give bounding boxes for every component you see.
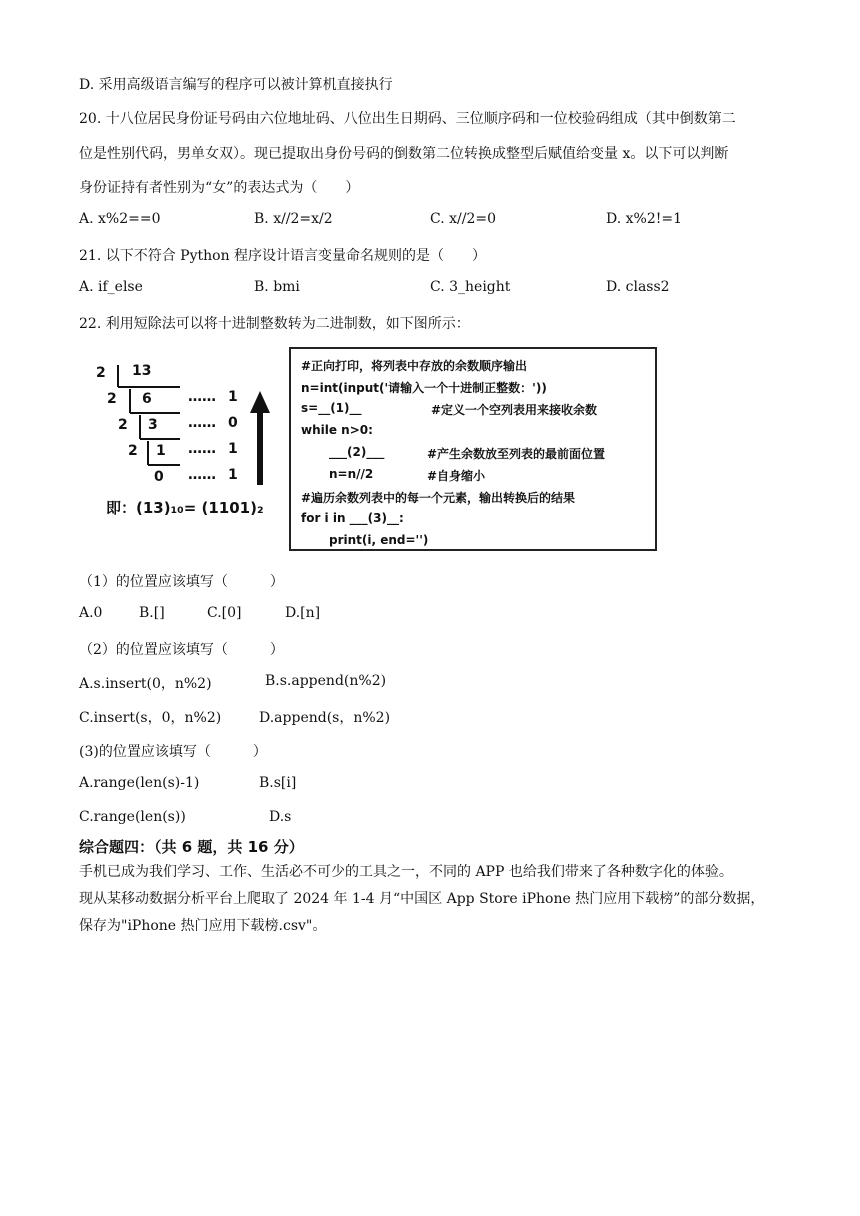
q20-option-d: D. x%2!=1 [606, 211, 682, 227]
remainder-2: 0 [228, 415, 238, 431]
q22-figure [90, 343, 665, 558]
quotient-3: 3 [148, 417, 158, 433]
code-line-6: n=n//2 [329, 467, 374, 481]
code-comment-3: #定义一个空列表用来接收余数 [431, 403, 598, 417]
divisor-3: 2 [118, 417, 128, 433]
q20-stem-line-1: 20. 十八位居民身份证号码由六位地址码、八位出生日期码、三位顺序码和一位校验码组成（其中倒数第二 [79, 111, 736, 127]
code-line-8: for i in ___(3)__: [301, 511, 404, 525]
q20-option-c: C. x//2=0 [430, 211, 496, 227]
quotient-13: 13 [132, 363, 152, 379]
remainder-3: 1 [228, 441, 238, 457]
code-block [289, 347, 657, 551]
sub2-option-b: B.s.append(n%2) [265, 673, 387, 689]
code-comment-6: #自身缩小 [427, 469, 486, 483]
dots-1: …… [188, 389, 216, 405]
code-comment-5: #产生余数放至列表的最前面位置 [427, 447, 606, 461]
sub2-stem: （2）的位置应该填写（ ） [79, 642, 284, 658]
sub3-option-d: D.s [269, 809, 292, 825]
sub1-stem: （1）的位置应该填写（ ） [79, 574, 284, 590]
sub3-stem: (3)的位置应该填写（ ） [79, 744, 267, 760]
code-line-7: #遍历余数列表中的每一个元素，输出转换后的结果 [301, 491, 576, 505]
divisor-1: 2 [96, 365, 106, 381]
sub3-option-c: C.range(len(s)) [79, 809, 186, 825]
code-line-5: ___(2)___ [329, 445, 385, 459]
q21-option-d: D. class2 [606, 279, 670, 295]
q20-stem-line-3: 身份证持有者性别为“女”的表达式为（ ） [79, 180, 360, 196]
sub2-option-d: D.append(s，n%2) [259, 710, 391, 726]
remainder-1: 1 [228, 389, 238, 405]
dots-3: …… [188, 441, 216, 457]
q21-option-b: B. bmi [254, 279, 300, 295]
q20-option-b: B. x//2=x/2 [254, 211, 333, 227]
intro-paragraph-line-3: 保存为"iPhone 热门应用下载榜.csv"。 [79, 918, 327, 934]
sub3-option-a: A.range(len(s)-1) [79, 775, 200, 791]
q21-stem: 21. 以下不符合 Python 程序设计语言变量命名规则的是（ ） [79, 248, 487, 264]
intro-paragraph-line-1: 手机已成为我们学习、工作、生活必不可少的工具之一，不同的 APP 也给我们带来了各种数字化的体验。 [79, 864, 733, 880]
q21-option-c: C. 3_height [430, 279, 511, 295]
q21-option-a: A. if_else [79, 279, 143, 295]
sub3-option-b: B.s[i] [259, 775, 297, 791]
quotient-0: 0 [154, 469, 164, 485]
q20-option-a: A. x%2==0 [79, 211, 161, 227]
dots-2: …… [188, 415, 216, 431]
code-line-2: n=int(input('请输入一个十进制正整数：')) [301, 381, 547, 395]
q22-stem: 22. 利用短除法可以将十进制整数转为二进制数，如下图所示： [79, 316, 470, 332]
q20-stem-line-2: 位是性别代码，男单女双）。现已提取出身份号码的倒数第二位转换成整型后赋值给变量 x。以下可以判断 [79, 146, 729, 162]
quotient-1: 1 [156, 443, 166, 459]
code-line-1: #正向打印，将列表中存放的余数顺序输出 [301, 359, 528, 373]
divisor-4: 2 [128, 443, 138, 459]
remainder-4: 1 [228, 467, 238, 483]
upward-arrow-icon [250, 391, 270, 413]
division-result: 即：(13)₁₀= (1101)₂ [106, 499, 264, 517]
sub1-option-b: B.[] [139, 605, 165, 621]
code-line-9: print(i, end='') [329, 533, 429, 547]
sub2-option-a: A.s.insert(0，n%2) [79, 676, 212, 692]
code-line-3: s=__(1)__ [301, 401, 362, 415]
intro-paragraph-line-2: 现从某移动数据分析平台上爬取了 2024 年 1-4 月“中国区 App Store iPhone 热门应用下载榜”的部分数据， [79, 891, 765, 907]
sub1-option-d: D.[n] [285, 605, 321, 621]
sub2-option-c: C.insert(s，0，n%2) [79, 710, 222, 726]
q19-option-d: D. 采用高级语言编写的程序可以被计算机直接执行 [79, 77, 393, 93]
sub1-option-c: C.[0] [207, 605, 242, 621]
sub1-option-a: A.0 [79, 605, 103, 621]
section-heading: 综合题四：（共 6 题，共 16 分） [79, 838, 304, 856]
quotient-6: 6 [142, 391, 152, 407]
short-division-diagram [90, 343, 290, 558]
divisor-2: 2 [107, 391, 117, 407]
code-line-4: while n>0: [301, 423, 373, 437]
dots-4: …… [188, 467, 216, 483]
